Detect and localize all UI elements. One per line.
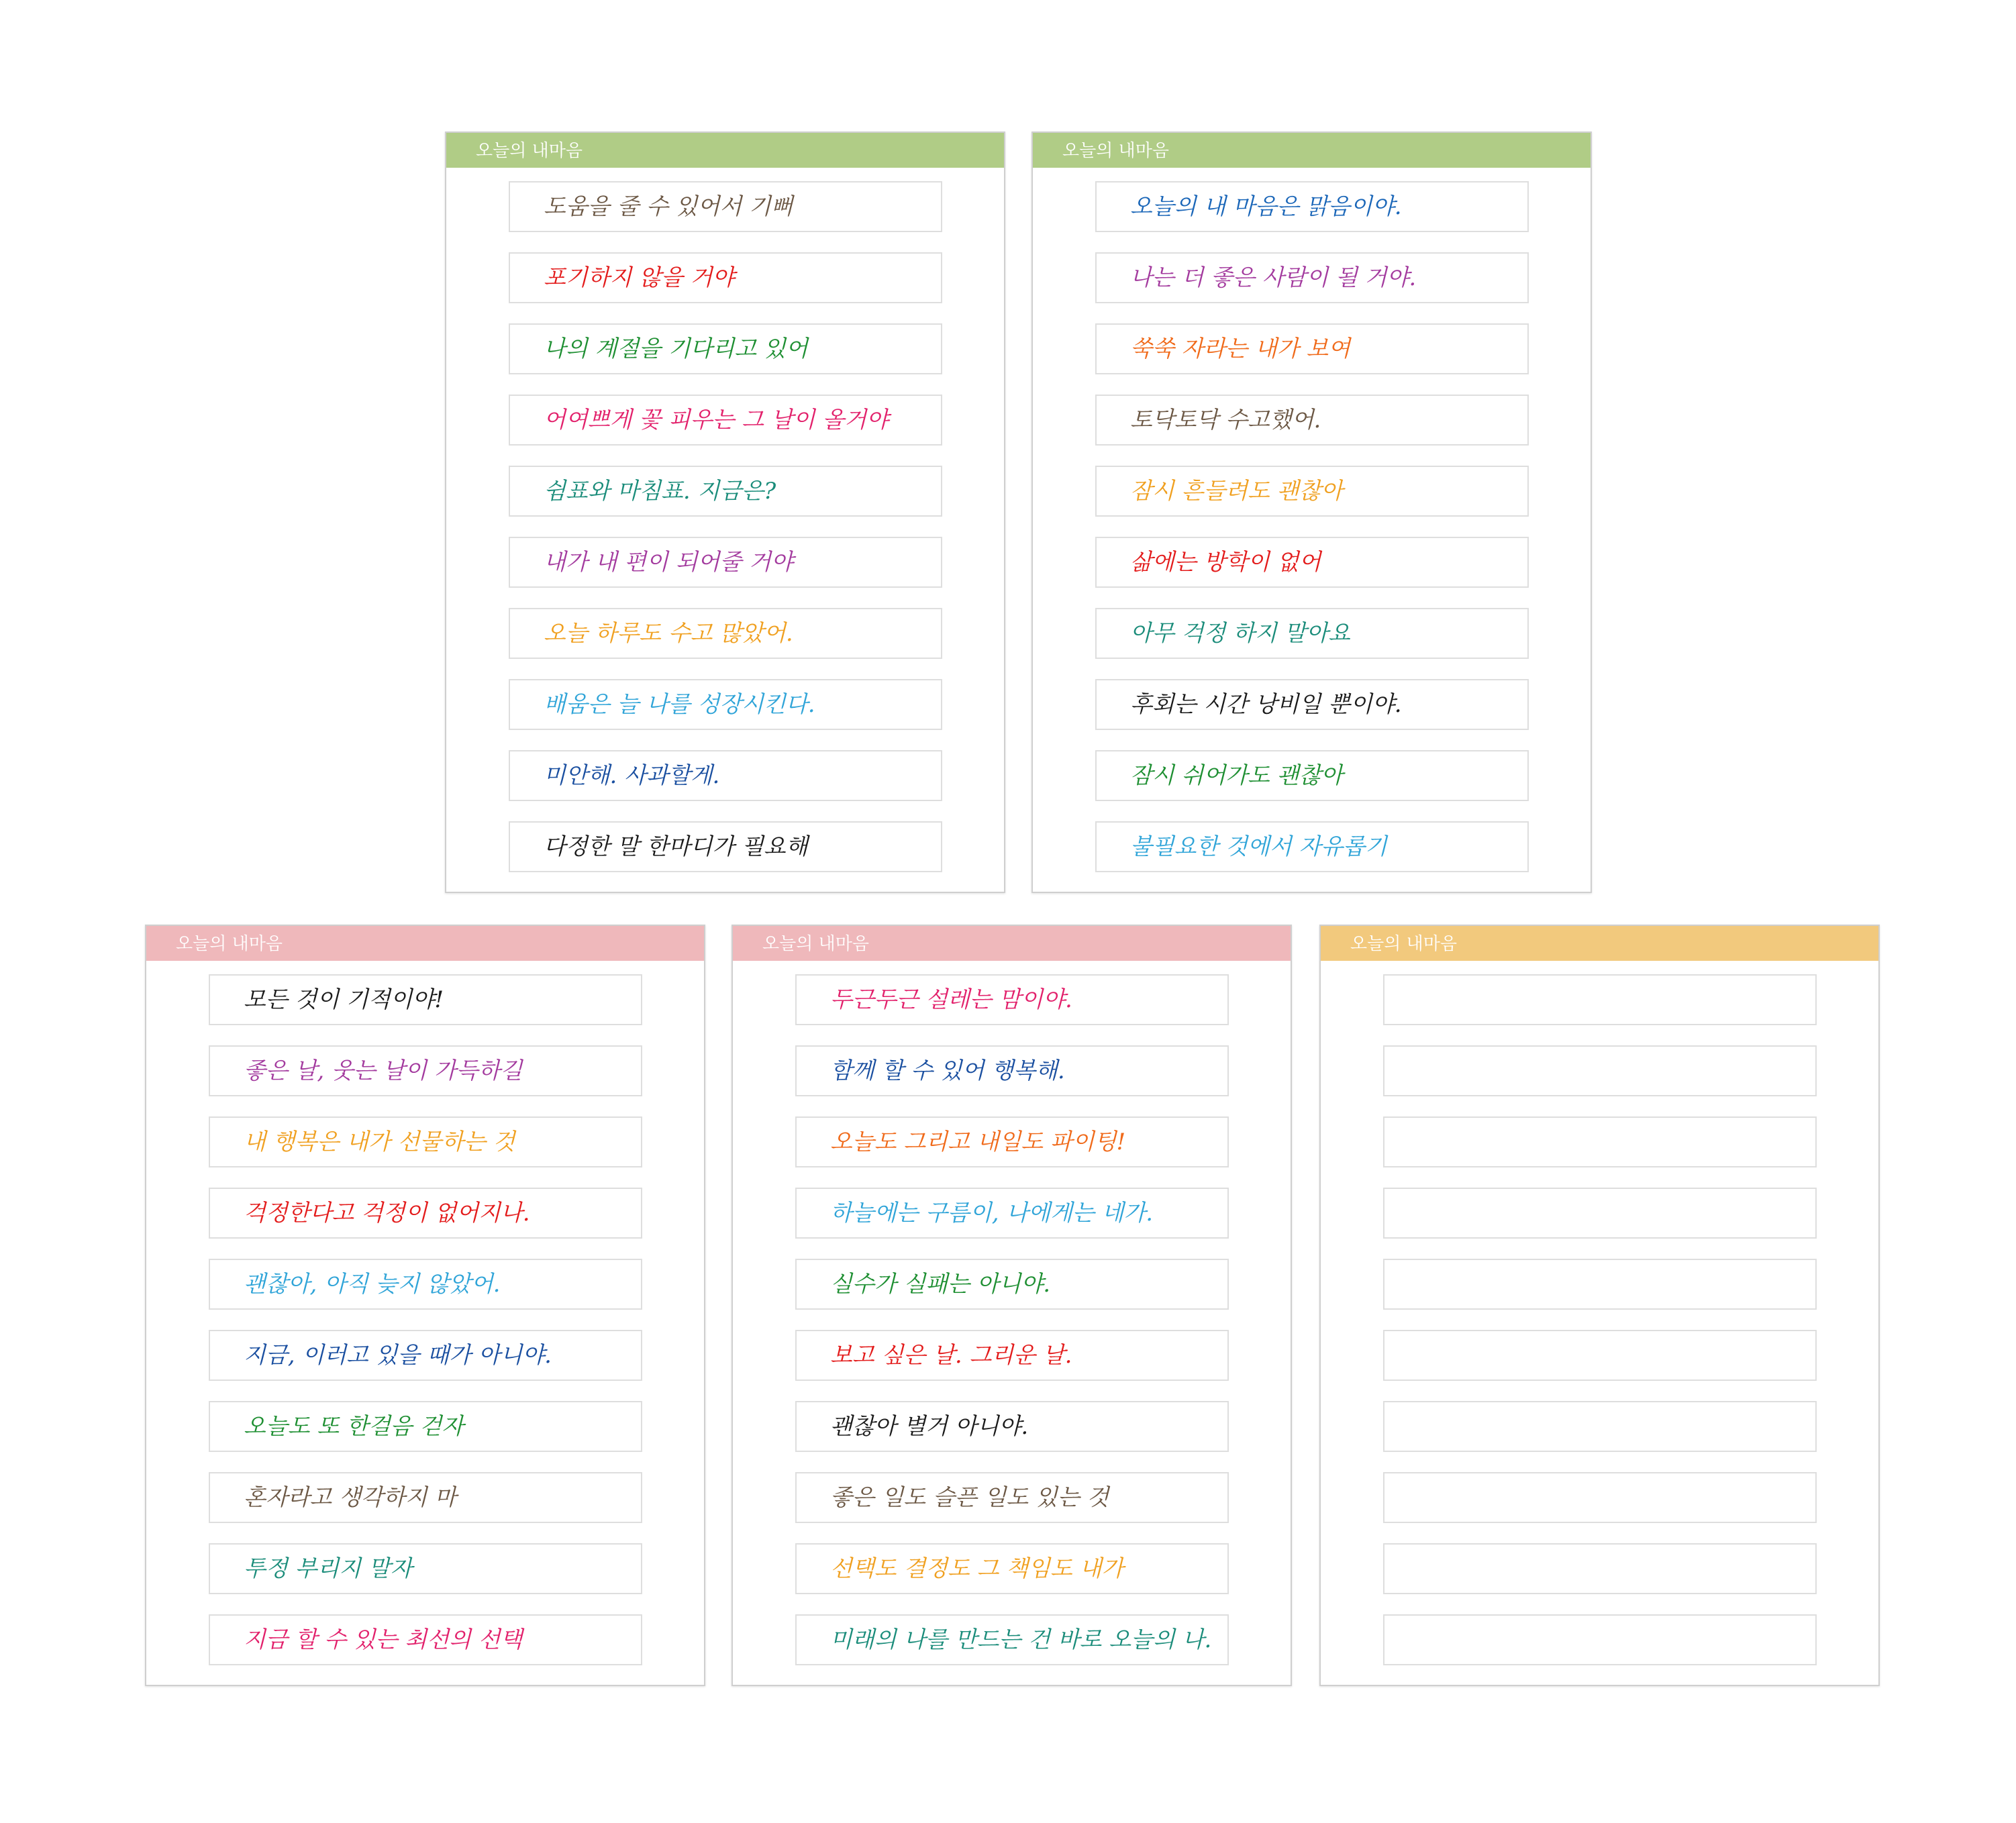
note-line: 괜찮아, 아직 늦지 않았어. — [209, 1259, 642, 1310]
note-line: 내가 내 편이 되어줄 거야 — [509, 537, 942, 588]
note-line — [1383, 1401, 1817, 1452]
note-line — [1383, 1330, 1817, 1381]
note-line — [1383, 1472, 1817, 1523]
note-line: 좋은 날, 웃는 날이 가득하길 — [209, 1045, 642, 1096]
note-list — [795, 974, 1229, 1665]
mood-card-1 — [445, 132, 1005, 893]
note-line: 괜찮아 별거 아니야. — [795, 1401, 1229, 1452]
note-line: 오늘도 또 한걸음 걷자 — [209, 1401, 642, 1452]
note-line: 모든 것이 기적이야! — [209, 974, 642, 1025]
note-line: 혼자라고 생각하지 마 — [209, 1472, 642, 1523]
note-list — [1383, 974, 1817, 1665]
note-list — [209, 974, 642, 1665]
mood-card-2 — [1031, 132, 1592, 893]
note-line: 오늘도 그리고 내일도 파이팅! — [795, 1116, 1229, 1167]
note-line: 후회는 시간 낭비일 뿐이야. — [1095, 679, 1529, 730]
note-line: 미래의 나를 만드는 건 바로 오늘의 나. — [795, 1614, 1229, 1665]
note-line: 어여쁘게 꽃 피우는 그 날이 올거야 — [509, 395, 942, 446]
note-line — [1383, 1188, 1817, 1239]
note-line — [1383, 1543, 1817, 1594]
mood-card-3 — [145, 925, 705, 1686]
note-line — [1383, 1116, 1817, 1167]
note-list — [1095, 181, 1529, 872]
note-line: 오늘 하루도 수고 많았어. — [509, 608, 942, 659]
note-line: 지금, 이러고 있을 때가 아니야. — [209, 1330, 642, 1381]
note-line: 쉼표와 마침표. 지금은? — [509, 466, 942, 517]
note-line: 좋은 일도 슬픈 일도 있는 것 — [795, 1472, 1229, 1523]
note-line: 불필요한 것에서 자유롭기 — [1095, 821, 1529, 872]
note-line: 걱정한다고 걱정이 없어지나. — [209, 1188, 642, 1239]
note-line: 실수가 실패는 아니야. — [795, 1259, 1229, 1310]
mood-card-5 — [1319, 925, 1880, 1686]
note-line: 아무 걱정 하지 말아요 — [1095, 608, 1529, 659]
note-line: 투정 부리지 말자 — [209, 1543, 642, 1594]
card-header: 오늘의 내마음 — [733, 926, 1291, 961]
card-header: 오늘의 내마음 — [146, 926, 704, 961]
note-line: 잠시 흔들려도 괜찮아 — [1095, 466, 1529, 517]
note-line: 도움을 줄 수 있어서 기뻐 — [509, 181, 942, 232]
note-line — [1383, 1259, 1817, 1310]
note-line: 오늘의 내 마음은 맑음이야. — [1095, 181, 1529, 232]
card-header: 오늘의 내마음 — [446, 133, 1004, 168]
note-line: 두근두근 설레는 맘이야. — [795, 974, 1229, 1025]
note-line: 토닥토닥 수고했어. — [1095, 395, 1529, 446]
note-line: 나는 더 좋은 사람이 될 거야. — [1095, 252, 1529, 303]
note-list — [509, 181, 942, 872]
note-line: 선택도 결정도 그 책임도 내가 — [795, 1543, 1229, 1594]
card-header: 오늘의 내마음 — [1033, 133, 1591, 168]
note-line: 다정한 말 한마디가 필요해 — [509, 821, 942, 872]
note-line: 나의 계절을 기다리고 있어 — [509, 323, 942, 374]
note-line: 미안해. 사과할게. — [509, 750, 942, 801]
note-line — [1383, 1614, 1817, 1665]
note-line: 포기하지 않을 거야 — [509, 252, 942, 303]
note-line: 배움은 늘 나를 성장시킨다. — [509, 679, 942, 730]
card-header: 오늘의 내마음 — [1321, 926, 1878, 961]
note-line: 보고 싶은 날. 그리운 날. — [795, 1330, 1229, 1381]
note-line — [1383, 974, 1817, 1025]
note-line: 내 행복은 내가 선물하는 것 — [209, 1116, 642, 1167]
note-line: 하늘에는 구름이, 나에게는 네가. — [795, 1188, 1229, 1239]
note-line — [1383, 1045, 1817, 1096]
note-line: 쑥쑥 자라는 내가 보여 — [1095, 323, 1529, 374]
note-line: 삶에는 방학이 없어 — [1095, 537, 1529, 588]
note-line: 지금 할 수 있는 최선의 선택 — [209, 1614, 642, 1665]
note-line: 함께 할 수 있어 행복해. — [795, 1045, 1229, 1096]
mood-card-4 — [732, 925, 1292, 1686]
note-line: 잠시 쉬어가도 괜찮아 — [1095, 750, 1529, 801]
